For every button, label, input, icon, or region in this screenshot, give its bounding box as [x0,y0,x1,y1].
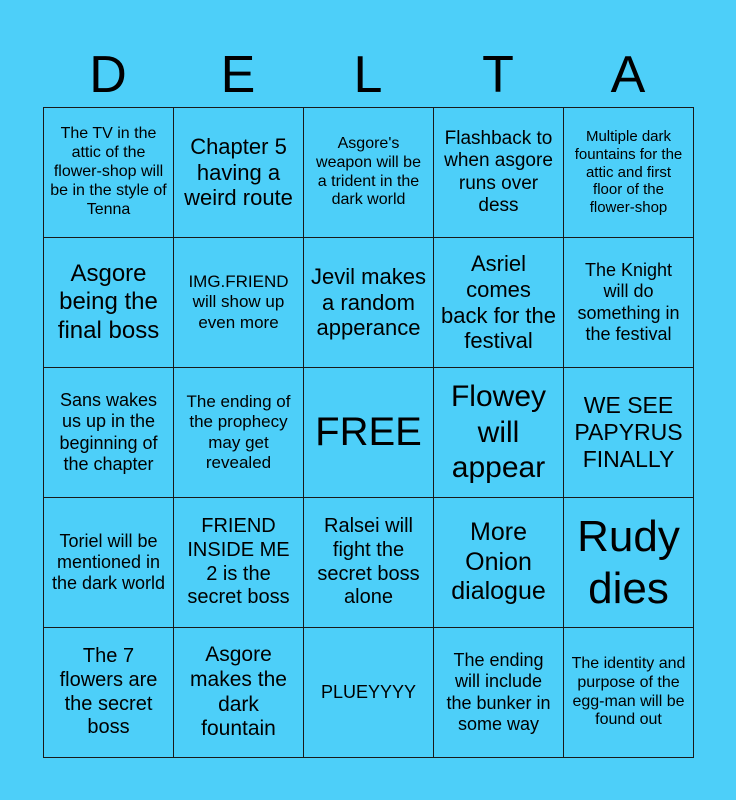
bingo-cell[interactable] [174,238,304,368]
bingo-cell[interactable] [434,108,564,238]
bingo-cell-text: Sans wakes us up in the beginning of the chapter [59,390,158,474]
bingo-cell[interactable] [174,498,304,628]
bingo-cell-text: The ending of the prophecy may get revealed [186,392,291,472]
bingo-cell[interactable] [304,628,434,758]
bingo-cell[interactable] [44,108,174,238]
bingo-cell[interactable] [564,108,694,238]
bingo-cell[interactable] [44,238,174,368]
bingo-cell[interactable] [44,368,174,498]
bingo-cell[interactable] [564,368,694,498]
bingo-cell-text: Asgore makes the dark fountain [190,642,287,741]
bingo-header [43,44,693,106]
bingo-cell-text: The TV in the attic of the flower-shop will be in the style of Tenna [50,125,167,218]
bingo-cell[interactable] [304,238,434,368]
bingo-cell[interactable] [304,368,434,498]
bingo-cell[interactable] [564,628,694,758]
bingo-cell-text: Asriel comes back for the festival [441,250,556,354]
header-letter-t: T [482,46,514,104]
header-letter-d: D [89,46,127,104]
bingo-cell-text: Jevil makes a random apperance [311,263,426,341]
bingo-cell[interactable] [44,498,174,628]
bingo-cell-text: The Knight will do something in the festival [577,260,680,344]
bingo-cell[interactable] [434,238,564,368]
bingo-cell-text: Chapter 5 having a weird route [184,133,293,211]
bingo-cell-text: IMG.FRIEND will show up even more [188,272,289,332]
bingo-cell[interactable] [44,628,174,758]
bingo-cell-text: The ending will include the bunker in some way [446,650,551,734]
bingo-cell-text: FRIEND INSIDE ME 2 is the secret boss [187,515,290,609]
header-letter-a: A [610,46,646,104]
bingo-cell[interactable] [434,498,564,628]
bingo-cell[interactable] [174,628,304,758]
bingo-cell-text: FREE [315,409,422,454]
bingo-cell-text: Ralsei will fight the secret boss alone [317,515,420,609]
bingo-cell-text: More Onion dialogue [451,518,546,606]
bingo-cell[interactable] [564,238,694,368]
bingo-cell[interactable] [174,108,304,238]
bingo-cell[interactable] [564,498,694,628]
bingo-cell[interactable] [304,498,434,628]
bingo-cell-text: WE SEE PAPYRUS FINALLY [574,391,683,473]
bingo-cell-text: Asgore's weapon will be a trident in the dark world [316,134,421,209]
header-letter-l: L [353,46,383,104]
bingo-cell-text: Flowey will appear [450,380,547,485]
bingo-cell-text: Rudy dies [577,511,680,613]
bingo-cell-text: PLUEYYYY [320,681,417,702]
bingo-cell[interactable] [434,628,564,758]
bingo-cell[interactable] [434,368,564,498]
bingo-cell[interactable] [174,368,304,498]
bingo-cell[interactable] [304,108,434,238]
bingo-cell-text: Multiple dark fountains for the attic and first floor of the flower-shop [574,128,683,217]
header-letter-e: E [220,46,256,104]
bingo-cell-text: The identity and purpose of the egg-man will be found out [571,654,686,729]
bingo-cell-text: Toriel will be mentioned in the dark world [51,530,166,594]
bingo-cell-text: Asgore being the final boss [57,260,160,344]
bingo-cell-text: Flashback to when asgore runs over dess [444,127,553,216]
bingo-cell-text: The 7 flowers are the secret boss [59,645,158,739]
bingo-grid [43,107,694,758]
